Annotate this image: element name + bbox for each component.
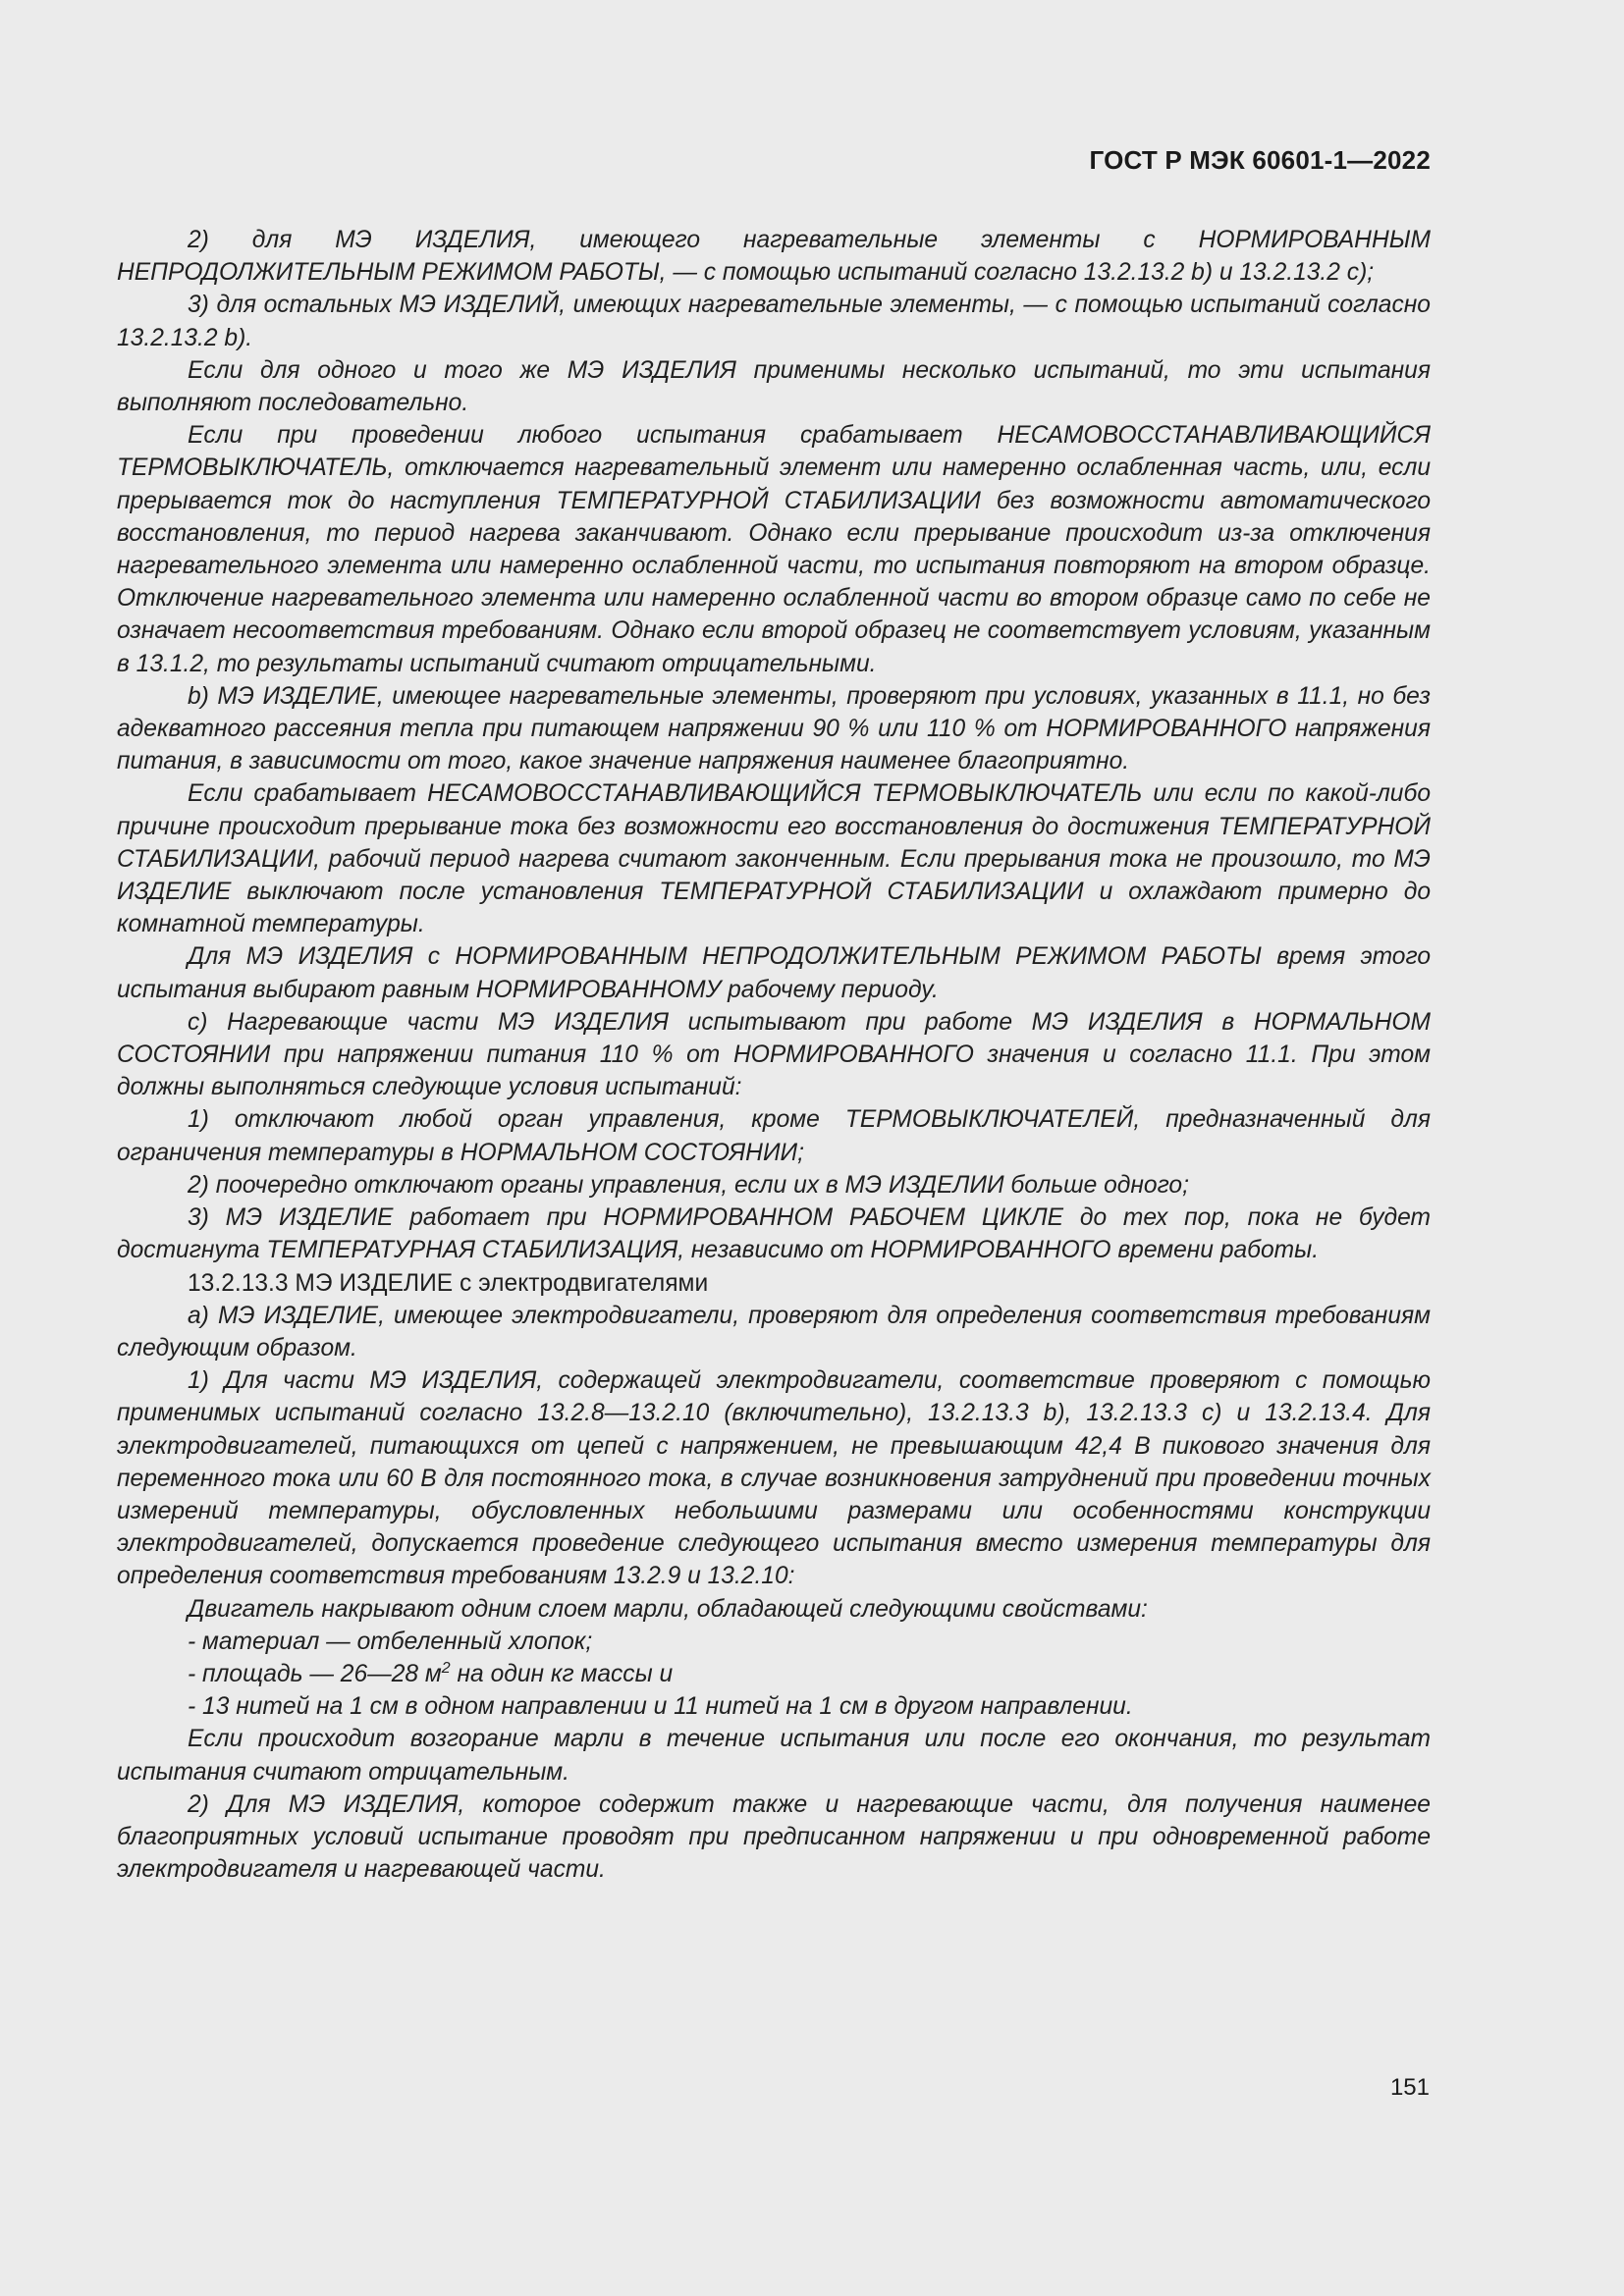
paragraph-item-2-nonprolonged: 2) для МЭ ИЗДЕЛИЯ, имеющего нагревательные элементы с НОРМИРОВАННЫМ НЕПРОДОЛЖИТЕЛЬНЫМ РЕЖИМОМ РАБОТЫ, — с помощью испытаний согласно 13.2.13.2 b) и 13.2.13.2 c);: [117, 227, 1431, 287]
paragraph-a-1-motor-tests: 1) Для части МЭ ИЗДЕЛИЯ, содержащей электродвигатели, соответствие проверяют с помощью применимых испытаний согласно 13.2.8—13.2.10 (включительно), 13.2.13.3 b), 13.2.13.3 c) и 13.2.13.4. Для электродвигателей, питающихся от цепей с напряжением, не превышающим 42,4 В пикового значения для переменного тока или 60 В для постоянного тока, в случае возникновения затруднений при проведении точных измерений температуры, обусловленных небольшими размерами или особенностями конструкции электродвигателей, допускается проведение следующего испытания вместо измерения температуры для определения соответствия требованиям 13.2.9 и 13.2.10:: [117, 1367, 1431, 1590]
paragraph-b-heating-elements: b) МЭ ИЗДЕЛИЕ, имеющее нагревательные элементы, проверяют при условиях, указанных в 11.1, но без адекватного рассеяния тепла при питающем напряжении 90 % или 110 % от НОРМИРОВАННОГО напряжения питания, в зависимости от того, какое значение напряжения наименее благоприятно.: [117, 682, 1431, 775]
list-item-material: - материал — отбеленный хлопок;: [188, 1628, 593, 1655]
paragraph-gauze-ignition: Если происходит возгорание марли в течение испытания или после его окончания, то результат испытания считают отрицательным.: [117, 1726, 1431, 1786]
list-item-area-tail: на один кг массы и: [450, 1660, 674, 1687]
paragraph-c-condition-2: 2) поочередно отключают органы управления, если их в МЭ ИЗДЕЛИИ больше одного;: [188, 1171, 1189, 1199]
list-item-threads: - 13 нитей на 1 см в одном направлении и 11 нитей на 1 см в другом направлении.: [188, 1693, 1133, 1721]
paragraph-cutout-operates: Если срабатывает НЕСАМОВОССТАНАВЛИВАЮЩИЙСЯ ТЕРМОВЫКЛЮЧАТЕЛЬ или если по какой-либо причине происходит прерывание тока без возможности его восстановления до достижения ТЕМПЕРАТУРНОЙ СТАБИЛИЗАЦИИ, рабочий период нагрева считают законченным. Если прерывания тока не произошло, то МЭ ИЗДЕЛИЕ выключают после установления ТЕМПЕРАТУРНОЙ СТАБИЛИЗАЦИИ и охлаждают примерно до комнатной температуры.: [117, 780, 1431, 938]
paragraph-c-heating-parts: c) Нагревающие части МЭ ИЗДЕЛИЯ испытывают при работе МЭ ИЗДЕЛИЯ в НОРМАЛЬНОМ СОСТОЯНИИ при напряжении питания 110 % от НОРМИРОВАННОГО значения и согласно 11.1. При этом должны выполняться следующие условия испытаний:: [117, 1008, 1431, 1101]
page-number: 151: [1389, 2074, 1430, 2101]
superscript-two: 2: [441, 1659, 451, 1677]
paragraph-c-condition-3: 3) МЭ ИЗДЕЛИЕ работает при НОРМИРОВАННОМ РАБОЧЕМ ЦИКЛЕ до тех пор, пока не будет достигнута ТЕМПЕРАТУРНАЯ СТАБИЛИЗАЦИЯ, независимо от НОРМИРОВАННОГО времени работы.: [117, 1204, 1431, 1264]
section-heading-13-2-13-3: 13.2.13.3 МЭ ИЗДЕЛИЕ с электродвигателями: [188, 1269, 709, 1297]
list-item-area: [117, 1658, 1431, 1690]
paragraph-thermal-cutout: Если при проведении любого испытания срабатывает НЕСАМОВОССТАНАВЛИВАЮЩИЙСЯ ТЕРМОВЫКЛЮЧАТЕЛЬ, отключается нагревательный элемент или намеренно ослабленная часть, или, если прерывается ток до наступления ТЕМПЕРАТУРНОЙ СТАБИЛИЗАЦИИ без возможности автоматического восстановления, то период нагрева заканчивают. Однако если прерывание происходит из-за отключения нагревательного элемента или намеренно ослабленной части, то испытания повторяют на втором образце. Отключение нагревательного элемента или намеренно ослабленной части во втором образце само по себе не означает несоответствия требованиям. Однако если второй образец не соответствует условиям, указанным в 13.1.2, то результаты испытаний считают отрицательными.: [117, 422, 1431, 677]
paragraph-item-3-other: 3) для остальных МЭ ИЗДЕЛИЙ, имеющих нагревательные элементы, — с помощью испытаний согласно 13.2.13.2 b).: [117, 292, 1431, 351]
paragraph-short-time-operation: Для МЭ ИЗДЕЛИЯ с НОРМИРОВАННЫМ НЕПРОДОЛЖИТЕЛЬНЫМ РЕЖИМОМ РАБОТЫ время этого испытания выбирают равным НОРМИРОВАННОМУ рабочему периоду.: [117, 943, 1431, 1003]
paragraph-sequential-tests: Если для одного и того же МЭ ИЗДЕЛИЯ применимы несколько испытаний, то эти испытания выполняют последовательно.: [117, 356, 1431, 417]
document-body: [117, 224, 1431, 1886]
list-item-area-main: - площадь — 26—28 м: [188, 1660, 442, 1687]
paragraph-c-condition-1: 1) отключают любой орган управления, кроме ТЕРМОВЫКЛЮЧАТЕЛЕЙ, предназначенный для ограничения температуры в НОРМАЛЬНОМ СОСТОЯНИИ;: [117, 1106, 1431, 1166]
paragraph-a-2-heating-parts: 2) Для МЭ ИЗДЕЛИЯ, которое содержит также и нагревающие части, для получения наименее благоприятных условий испытание проводят при предписанном напряжении и при одновременной работе электродвигателя и нагревающей части.: [117, 1790, 1431, 1884]
gauze-properties-list: [117, 1626, 1431, 1724]
document-code-header: ГОСТ Р МЭК 60601-1—2022: [1089, 145, 1431, 175]
paragraph-a-motors: a) МЭ ИЗДЕЛИЕ, имеющее электродвигатели, проверяют для определения соответствия требованиям следующим образом.: [117, 1302, 1431, 1362]
paragraph-gauze-intro: Двигатель накрывают одним слоем марли, обладающей следующими свойствами:: [188, 1595, 1148, 1623]
